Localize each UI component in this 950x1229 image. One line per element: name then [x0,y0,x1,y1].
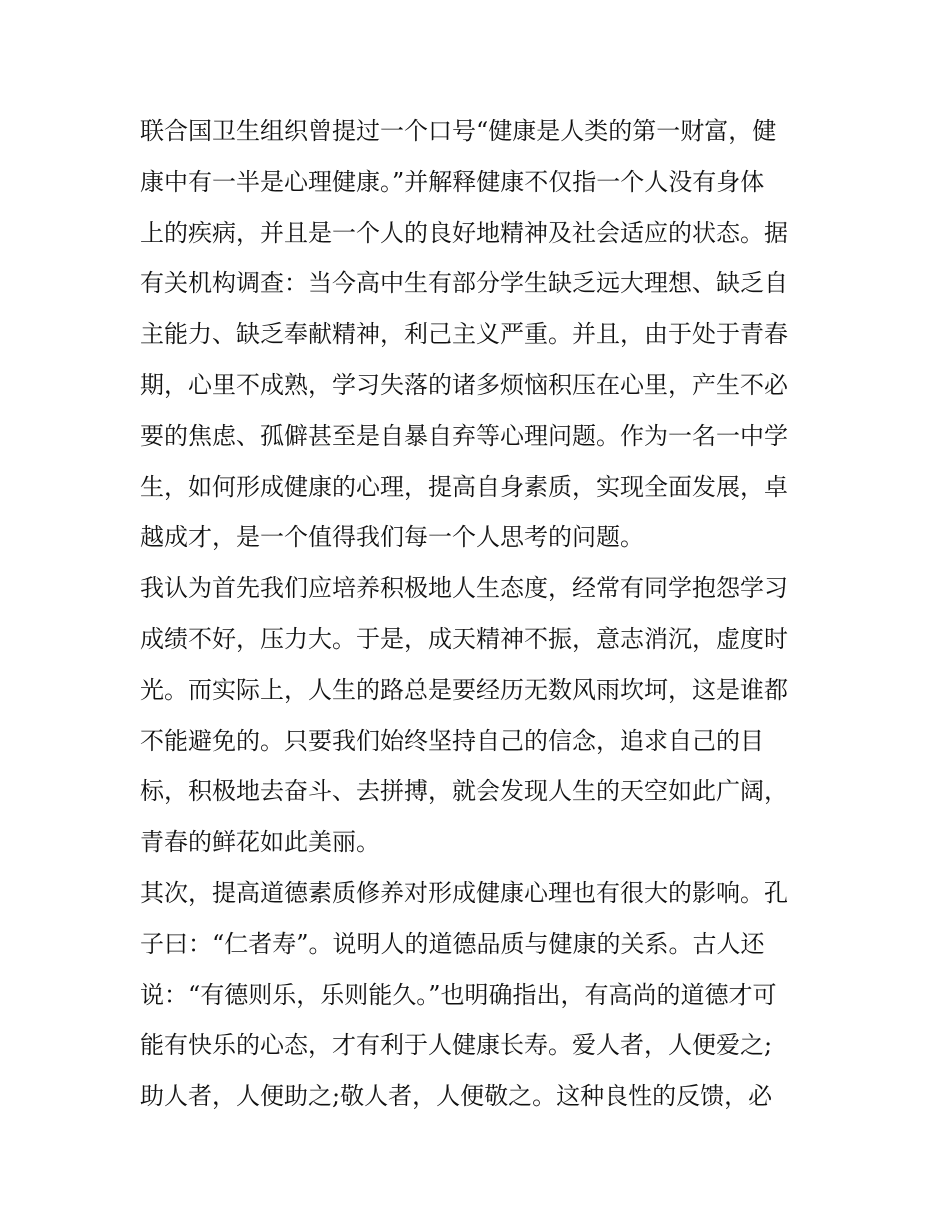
text-line: 能有快乐的心态，才有利于人健康长寿。爱人者，人便爱之; [140,1031,773,1060]
text-line: 标，积极地去奋斗、去拼搏，就会发现人生的天空如此广阔， [140,777,788,806]
text-line: 主能力、缺乏奉献精神，利己主义严重。并且，由于处于青春 [140,320,788,349]
text-line: 我认为首先我们应培养积极地人生态度，经常有同学抱怨学习 [140,574,788,603]
text-line: 不能避免的。只要我们始终坚持自己的信念，追求自己的目 [140,726,764,755]
text-line: 期，心里不成熟，学习失落的诸多烦恼积压在心里，产生不必 [140,370,788,399]
text-line: 助人者，人便助之;敬人者，人便敬之。这种良性的反馈，必 [140,1082,773,1111]
text-line: 青春的鲜花如此美丽。 [140,828,380,857]
text-line: 越成才，是一个值得我们每一个人思考的问题。 [140,523,644,552]
paragraph-2 [140,563,812,868]
text-line: 要的焦虑、孤僻甚至是自暴自弃等心理问题。作为一名一中学 [140,421,788,450]
text-line: 成绩不好，压力大。于是，成天精神不振，意志消沉，虚度时 [140,624,788,653]
text-line: 康中有一半是心理健康。”并解释健康不仅指一个人没有身体 [140,167,765,196]
text-line: 光。而实际上，人生的路总是要经历无数风雨坎坷，这是谁都 [140,675,788,704]
paragraph-3 [140,868,812,1122]
text-line: 上的疾病，并且是一个人的良好地精神及社会适应的状态。据 [140,218,788,247]
text-line: 联合国卫生组织曾提过一个口号“健康是人类的第一财富，健 [140,117,777,145]
text-line: 说：“有德则乐，乐则能久。”也明确指出，有高尚的道德才可 [140,980,777,1009]
text-line: 子曰：“仁者寿”。说明人的道德品质与健康的关系。古人还 [140,929,765,958]
text-line: 有关机构调查：当今高中生有部分学生缺乏远大理想、缺乏自 [140,269,788,298]
document-body [140,106,812,1122]
text-line: 其次，提高道德素质修养对形成健康心理也有很大的影响。孔 [140,878,788,907]
paragraph-1 [140,106,812,563]
text-line: 生，如何形成健康的心理，提高自身素质，实现全面发展，卓 [140,472,788,501]
